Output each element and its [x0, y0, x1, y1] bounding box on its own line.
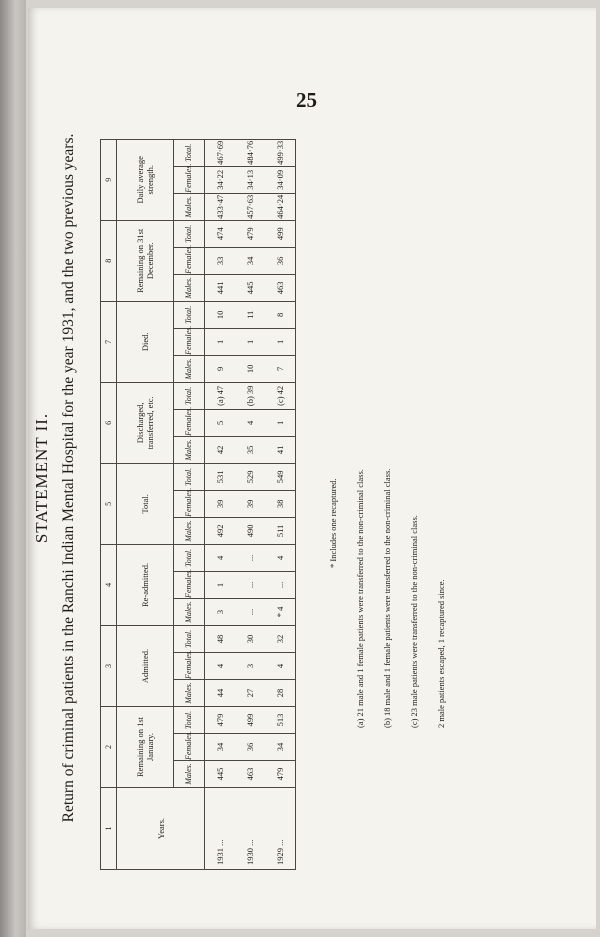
table-cell: 33 — [205, 247, 236, 274]
table-cell: 549 — [265, 463, 296, 490]
sub-header: Males. — [174, 761, 205, 788]
table-cell: 1 — [205, 328, 236, 355]
table-cell: 48 — [205, 625, 236, 652]
table-cell: 39 — [205, 490, 236, 517]
column-number-row — [101, 139, 117, 869]
table-cell: ... — [235, 598, 265, 625]
column-number: 9 — [101, 139, 117, 220]
column-number: 3 — [101, 625, 117, 706]
sub-header: Males. — [174, 436, 205, 463]
footnotes — [328, 128, 463, 728]
footnote-b: (b) 18 male and 1 female patients were transferred to the non-criminal class. — [382, 468, 393, 728]
table-cell: * 4 — [265, 598, 296, 625]
table-cell: (c) 42 — [265, 382, 296, 409]
table-cell: 9 — [205, 355, 236, 382]
page-number: 25 — [296, 88, 317, 112]
returns-table — [100, 139, 296, 870]
column-number: 8 — [101, 220, 117, 301]
group-header: Died. — [117, 301, 174, 382]
sub-header: Females. — [174, 652, 205, 679]
year-cell: 1929 ... — [265, 788, 296, 870]
table-title: Return of criminal patients in the Ranchi Indian Mental Hospital for the year 1931, and the two previous years. — [60, 133, 77, 823]
table-cell: ... — [235, 544, 265, 571]
table-cell: 4 — [265, 652, 296, 679]
table-cell: 34·09 — [265, 166, 296, 193]
years-header: Years. — [117, 788, 205, 870]
table-row — [235, 139, 265, 869]
group-header: Admitted. — [117, 625, 174, 706]
table-cell: 30 — [235, 625, 265, 652]
table-cell: 457·63 — [235, 193, 265, 220]
table-cell: 34·22 — [205, 166, 236, 193]
table-cell: 1 — [235, 328, 265, 355]
sub-header: Females. — [174, 328, 205, 355]
year-cell: 1930 ... — [235, 788, 265, 870]
table-cell: 35 — [235, 436, 265, 463]
group-header: Remaining on 31st December. — [117, 220, 174, 301]
table-cell: (b) 39 — [235, 382, 265, 409]
table-cell: 499 — [235, 706, 265, 733]
table-cell: 41 — [265, 436, 296, 463]
table-cell: 463 — [265, 274, 296, 301]
table-cell: 28 — [265, 679, 296, 706]
footnote-c: (c) 23 male patients were transferred to the non-criminal class. — [409, 515, 420, 728]
sub-header: Total. — [174, 706, 205, 733]
group-header-row — [117, 139, 174, 869]
sub-header: Males. — [174, 274, 205, 301]
table-cell: 529 — [235, 463, 265, 490]
table-cell: 34 — [205, 734, 236, 761]
sub-header: Total. — [174, 220, 205, 247]
sub-header: Total. — [174, 139, 205, 166]
table-cell: 511 — [265, 517, 296, 544]
table-cell: 463 — [235, 761, 265, 788]
table-cell: 7 — [265, 355, 296, 382]
sub-header: Total. — [174, 463, 205, 490]
sub-header: Total. — [174, 544, 205, 571]
footnote-recaptured: * Includes one recaptured. — [328, 478, 338, 568]
table-cell: 445 — [205, 761, 236, 788]
table-cell: 38 — [265, 490, 296, 517]
rotated-content — [28, 78, 498, 878]
column-number: 2 — [101, 706, 117, 787]
table-cell: 4 — [235, 409, 265, 436]
footnote-a: (a) 21 male and 1 female patients were transferred to the non-criminal class. — [355, 469, 366, 728]
sub-header: Total. — [174, 625, 205, 652]
group-header: Re-admitted. — [117, 544, 174, 625]
table-cell: 34 — [235, 247, 265, 274]
table-cell: 4 — [205, 544, 236, 571]
sub-header: Females. — [174, 247, 205, 274]
table-cell: 464·24 — [265, 193, 296, 220]
sub-header: Males. — [174, 598, 205, 625]
sub-header: Total. — [174, 301, 205, 328]
sub-header: Females. — [174, 409, 205, 436]
book-spine — [0, 0, 26, 937]
table-cell: 479 — [205, 706, 236, 733]
column-number: 6 — [101, 382, 117, 463]
table-cell: 479 — [235, 220, 265, 247]
table-cell: 5 — [205, 409, 236, 436]
table-cell: 445 — [235, 274, 265, 301]
table-cell: 34·13 — [235, 166, 265, 193]
sub-header: Total. — [174, 382, 205, 409]
table-cell: 36 — [265, 247, 296, 274]
table-cell: 1 — [205, 571, 236, 598]
group-header: Remaining on 1st January. — [117, 706, 174, 787]
table-cell: 27 — [235, 679, 265, 706]
table-cell: 484·76 — [235, 139, 265, 166]
table-cell: 479 — [265, 761, 296, 788]
table-cell: 1 — [265, 409, 296, 436]
table-cell: 42 — [205, 436, 236, 463]
table-cell: 513 — [265, 706, 296, 733]
table-cell: 4 — [265, 544, 296, 571]
column-number: 1 — [101, 788, 117, 870]
table-cell: 433·47 — [205, 193, 236, 220]
table-cell: ... — [235, 571, 265, 598]
table-cell: 34 — [265, 734, 296, 761]
table-cell: 499·33 — [265, 139, 296, 166]
table-cell: 44 — [205, 679, 236, 706]
table-cell: 39 — [235, 490, 265, 517]
sub-header: Males. — [174, 193, 205, 220]
table-cell: 10 — [235, 355, 265, 382]
sub-header: Females. — [174, 166, 205, 193]
group-header: Discharged, transferred, etc. — [117, 382, 174, 463]
sub-header: Females. — [174, 734, 205, 761]
group-header: Total. — [117, 463, 174, 544]
table-cell: 10 — [205, 301, 236, 328]
group-header: Daily average strength. — [117, 139, 174, 220]
sub-header: Males. — [174, 355, 205, 382]
table-cell: 441 — [205, 274, 236, 301]
sub-header: Males. — [174, 517, 205, 544]
table-cell: 531 — [205, 463, 236, 490]
table-cell: 499 — [265, 220, 296, 247]
table-row — [265, 139, 296, 869]
table-cell: 492 — [205, 517, 236, 544]
sub-header-row — [174, 139, 205, 869]
column-number: 4 — [101, 544, 117, 625]
table-cell: 36 — [235, 734, 265, 761]
table-cell: 3 — [235, 652, 265, 679]
table-cell: 8 — [265, 301, 296, 328]
table-cell: 11 — [235, 301, 265, 328]
footnote-escaped: 2 male patients escaped, 1 recaptured since. — [436, 579, 447, 728]
column-number: 5 — [101, 463, 117, 544]
table-cell: 3 — [205, 598, 236, 625]
table-row — [205, 139, 236, 869]
sub-header: Females. — [174, 490, 205, 517]
table-cell: 1 — [265, 328, 296, 355]
table-cell: 474 — [205, 220, 236, 247]
table-cell: 467·69 — [205, 139, 236, 166]
column-number: 7 — [101, 301, 117, 382]
table-cell: 490 — [235, 517, 265, 544]
sub-header: Females. — [174, 571, 205, 598]
sub-header: Males. — [174, 679, 205, 706]
table-cell: ... — [265, 571, 296, 598]
statement-heading: STATEMENT II. — [32, 412, 51, 544]
table-cell: 32 — [265, 625, 296, 652]
document-page — [28, 8, 596, 929]
year-cell: 1931 ... — [205, 788, 236, 870]
table-cell: 4 — [205, 652, 236, 679]
table-cell: (a) 47 — [205, 382, 236, 409]
